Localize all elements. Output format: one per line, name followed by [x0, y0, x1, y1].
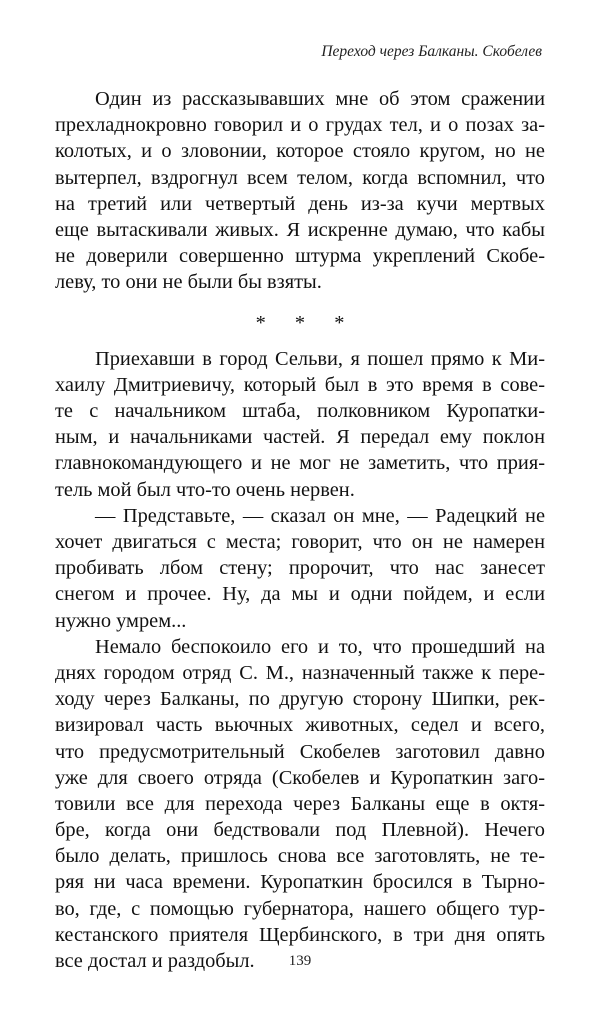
paragraph: [55, 86, 545, 296]
text-line: Один из рассказывавших мне об этом сражении: [95, 88, 545, 110]
running-head: Переход через Балканы. Скобелев: [321, 43, 542, 60]
text-line: уже для своего отряда (Скобелев и Куропаткин заго-: [55, 766, 545, 789]
text-line: колотых, и о зловонии, которое стояло кругом, но не: [55, 140, 545, 163]
text-line: ходу через Балканы, по другую сторону Шипки, рек-: [55, 688, 545, 711]
text-line: бре, когда они бедствовали под Плевной). Нечего: [55, 819, 545, 842]
paragraph: [55, 634, 545, 974]
text-line: вытерпел, вздрогнул всем телом, когда вспомнил, что: [55, 166, 545, 189]
text-line: хаилу Дмитриевичу, который был в это время в сове-: [55, 373, 545, 396]
text-line: все достал и раздобыл.: [55, 950, 255, 972]
text-line: те с начальником штаба, полковником Куропатки-: [55, 400, 545, 423]
text-line: товили все для перехода через Балканы еще в октя-: [55, 792, 545, 815]
text-line: на третий или четвертый день из-за кучи мертвых: [55, 192, 545, 215]
paragraph: [55, 503, 545, 634]
section-separator: * * *: [255, 311, 357, 334]
text-line: еще вытаскивали живых. Я искренне думаю, что кабы: [55, 218, 545, 241]
text-line: леву, то они не были бы взяты.: [55, 271, 322, 294]
text-line: ряя ни часа времени. Куропаткин бросился в Тырно-: [55, 871, 545, 894]
body-text: [55, 86, 545, 974]
text-line: прехладнокровно говорил и о грудах тел, и о позах за-: [55, 114, 545, 137]
paragraph: [55, 346, 545, 503]
text-line: пробивать лбом стену; пророчит, что нас занесет: [55, 557, 545, 580]
text-line: что предусмотрительный Скобелев заготовил давно: [55, 740, 545, 763]
text-line: Приехавши в город Сельви, я пошел прямо к Ми-: [95, 347, 545, 370]
text-line: снегом и прочее. Ну, да мы и одни пойдем, и если: [55, 583, 545, 606]
text-line: нужно умрем...: [55, 609, 187, 632]
text-line: тель мой был что-то очень нервен.: [55, 478, 355, 501]
text-line: хочет двигаться с места; говорит, что он не намерен: [55, 531, 545, 553]
text-line: визировал часть вьючных животных, седел и всего,: [55, 714, 545, 737]
text-line: ным, и начальниками частей. Я передал ему поклон: [55, 426, 545, 449]
page-number: 139: [288, 953, 312, 969]
text-line: — Представьте, — сказал он мне, — Радецкий не: [95, 504, 545, 527]
text-line: во, где, с помощью губернатора, нашего общего тур-: [55, 897, 545, 920]
text-line: не доверили совершенно штурма укреплений Скобе-: [55, 245, 545, 268]
text-line: Немало беспокоило его и то, что прошедший на: [95, 635, 545, 658]
text-line: было делать, пришлось снова все заготовлять, не те-: [55, 845, 545, 868]
text-line: днях городом отряд С. М., назначенный также к пере-: [55, 661, 545, 684]
text-line: главнокомандующего и не мог не заметить, что прия-: [55, 452, 545, 475]
text-line: кестанского приятеля Щербинского, в три дня опять: [55, 923, 545, 946]
